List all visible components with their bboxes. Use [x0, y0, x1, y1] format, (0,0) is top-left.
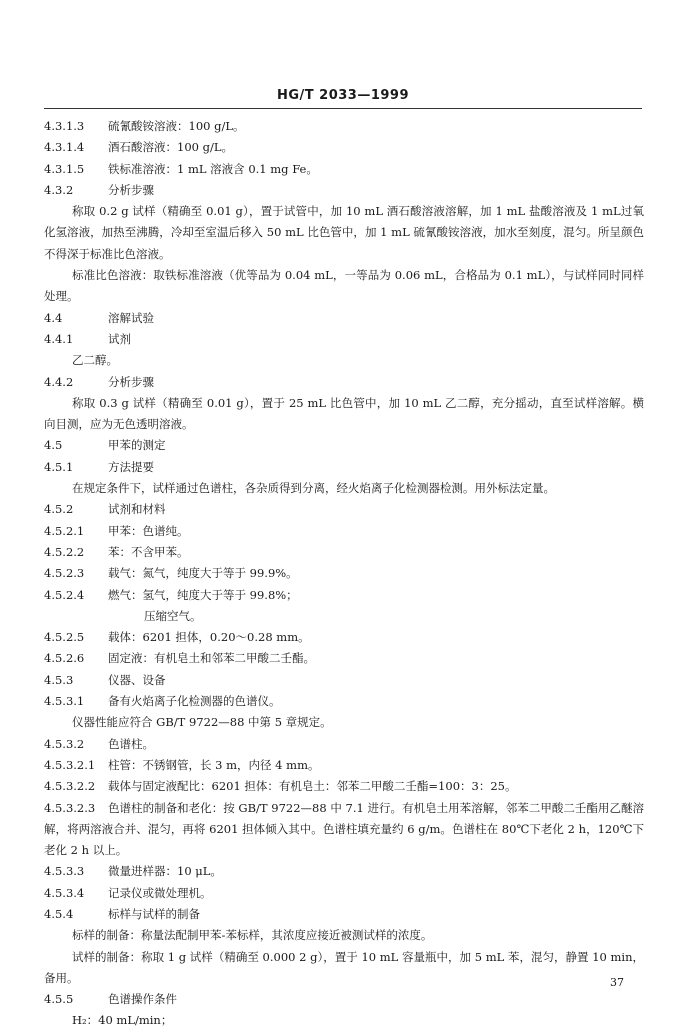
clause-text: 试剂	[108, 331, 131, 346]
clause-number: 4.5.2	[44, 502, 74, 517]
clause-text: 仪器、设备	[108, 672, 166, 687]
clause-number: 4.5.5	[44, 992, 74, 1007]
clause-number: 4.5.1	[44, 459, 74, 474]
clause-line	[44, 734, 644, 755]
clause-text: 试剂和材料	[108, 502, 166, 517]
indented-text: 仪器性能应符合 GB/T 9722—88 中第 5 章规定。	[72, 715, 332, 730]
body-paragraph: 称取 0.2 g 试样（精确至 0.01 g），置于试管中，加 10 mL 酒石酸溶液溶解，加 1 mL 盐酸溶液及 1 mL过氧化氢溶液，加热至沸腾，冷却至室温后移入 50 mL 比色管中，加 1 mL 硫氰酸铵溶液，加水至刻度，混匀。所呈颜色不得深于标准比色溶液。	[44, 204, 644, 261]
clause-line	[44, 499, 644, 520]
clause-text: 色谱操作条件	[108, 992, 177, 1007]
clause-line	[44, 329, 644, 350]
clause-line	[44, 776, 644, 797]
indented-text: 在规定条件下，试样通过色谱柱，各杂质得到分离，经火焰离子化检测器检测。用外标法定量。	[72, 481, 555, 496]
clause-text: 分析步骤	[108, 182, 154, 197]
header-rule	[44, 108, 642, 109]
clause-line	[44, 180, 644, 201]
clause-text: 酒石酸溶液：100 g/L。	[108, 140, 233, 155]
clause-line	[44, 372, 644, 393]
clause-line	[44, 159, 644, 180]
clause-number: 4.3.1.3	[44, 119, 85, 133]
clause-number: 4.4.2	[44, 374, 74, 389]
clause-text: 载体与固定液配比：6201 担体：有机皂土：邻苯二甲酸二壬酯=100：3：25。	[108, 779, 517, 794]
clause-number: 4.5	[44, 438, 63, 453]
clause-number: 4.5.3.2	[44, 736, 85, 751]
clause-number: 4.4.1	[44, 331, 74, 346]
clause-text: 燃气：氢气，纯度大于等于 99.8%；	[108, 587, 298, 602]
clause-text: 备有火焰离子化检测器的色谱仪。	[108, 694, 281, 709]
clause-number: 4.5.3.2.1	[44, 757, 96, 772]
clause-number: 4.5.3.4	[44, 885, 85, 900]
clause-number: 4.5.2.2	[44, 544, 85, 559]
page-number: 37	[610, 976, 624, 989]
indented-text: 乙二醇。	[72, 353, 118, 368]
clause-line	[44, 861, 644, 882]
clause-text: 溶解试验	[108, 310, 154, 325]
clause-line	[44, 435, 644, 456]
clause-text: 分析步骤	[108, 374, 154, 389]
indented-text: 压缩空气。	[144, 608, 202, 623]
clause-text: 固定液：有机皂土和邻苯二甲酸二壬酯。	[108, 651, 315, 666]
clause-line	[44, 691, 644, 712]
clause-line	[44, 521, 644, 542]
clause-line	[44, 116, 644, 137]
clause-text: 标样与试样的制备	[108, 906, 200, 921]
clause-text: 微量进样器：10 μL。	[108, 864, 222, 879]
clause-line	[44, 542, 644, 563]
clause-line	[44, 883, 644, 904]
clause-number: 4.5.2.1	[44, 523, 85, 538]
clause-text: 记录仪或微处理机。	[108, 885, 212, 900]
clause-text: 硫氰酸铵溶液：100 g/L。	[108, 119, 245, 133]
clause-line	[44, 457, 644, 478]
clause-line	[44, 308, 644, 329]
body-paragraph: 标准比色溶液：取铁标准溶液（优等品为 0.04 mL，一等品为 0.06 mL，合格品为 0.1 mL），与试样同时同样处理。	[44, 268, 644, 304]
clause-text: 甲苯：色谱纯。	[108, 523, 189, 538]
clause-text: 铁标准溶液：1 mL 溶液含 0.1 mg Fe。	[108, 161, 318, 176]
body-paragraph: 称取 0.3 g 试样（精确至 0.01 g），置于 25 mL 比色管中，加 10 mL 乙二醇，充分摇动，直至试样溶解。横向目测，应为无色透明溶液。	[44, 395, 644, 432]
clause-paragraph	[44, 798, 644, 862]
clause-number: 4.5.3.2.3	[44, 800, 96, 815]
clause-text: 甲苯的测定	[108, 438, 166, 453]
clause-number: 4.5.2.6	[44, 651, 85, 666]
clause-text: 色谱柱的制备和老化：按 GB/T 9722—88 中 7.1 进行。有机皂土用苯溶解，邻苯二甲酸二壬酯用乙醚溶解，将两溶液合并、混匀，再将 6201 担体倾入其中。色谱柱填充量约 6 g/m。色谱柱在 80℃下老化 2 h，120℃下老化 2 h 以上。	[44, 800, 644, 858]
clause-number: 4.3.1.5	[44, 161, 85, 176]
clause-text: 色谱柱。	[108, 736, 154, 751]
clause-text: 载体：6201 担体，0.20～0.28 mm。	[108, 630, 310, 645]
clause-number: 4.5.3.1	[44, 694, 85, 709]
clause-line	[44, 989, 644, 1010]
indented-text: H₂：40 mL/min；	[72, 1013, 173, 1028]
clause-number: 4.5.3.3	[44, 864, 85, 879]
page-header: HG/T 2033—1999	[276, 88, 410, 103]
clause-line	[44, 627, 644, 648]
clause-number: 4.3.1.4	[44, 140, 85, 155]
clause-number: 4.5.2.3	[44, 566, 85, 581]
clause-text: 方法提要	[108, 459, 154, 474]
clause-number: 4.4	[44, 310, 63, 325]
clause-number: 4.5.4	[44, 906, 74, 921]
clause-number: 4.5.3	[44, 672, 74, 687]
document-body	[44, 116, 644, 1032]
clause-line	[44, 755, 644, 776]
clause-line	[44, 648, 644, 669]
clause-line	[44, 904, 644, 925]
indented-text: 标样的制备：称量法配制甲苯-苯标样，其浓度应接近被测试样的浓度。	[72, 928, 433, 943]
clause-line	[44, 585, 644, 606]
body-paragraph: 试样的制备：称取 1 g 试样（精确至 0.000 2 g），置于 10 mL 容量瓶中，加 5 mL 苯，混匀，静置 10 min，备用。	[44, 949, 644, 985]
clause-text: 柱管：不锈钢管，长 3 m，内径 4 mm。	[108, 757, 320, 772]
clause-number: 4.5.2.4	[44, 587, 85, 602]
clause-line	[44, 137, 644, 158]
clause-text: 载气：氮气，纯度大于等于 99.9%。	[108, 566, 298, 581]
clause-line	[44, 563, 644, 584]
clause-text: 苯：不含甲苯。	[108, 544, 189, 559]
clause-number: 4.5.3.2.2	[44, 779, 96, 794]
clause-number: 4.5.2.5	[44, 630, 85, 645]
clause-line	[44, 670, 644, 691]
clause-number: 4.3.2	[44, 182, 74, 197]
